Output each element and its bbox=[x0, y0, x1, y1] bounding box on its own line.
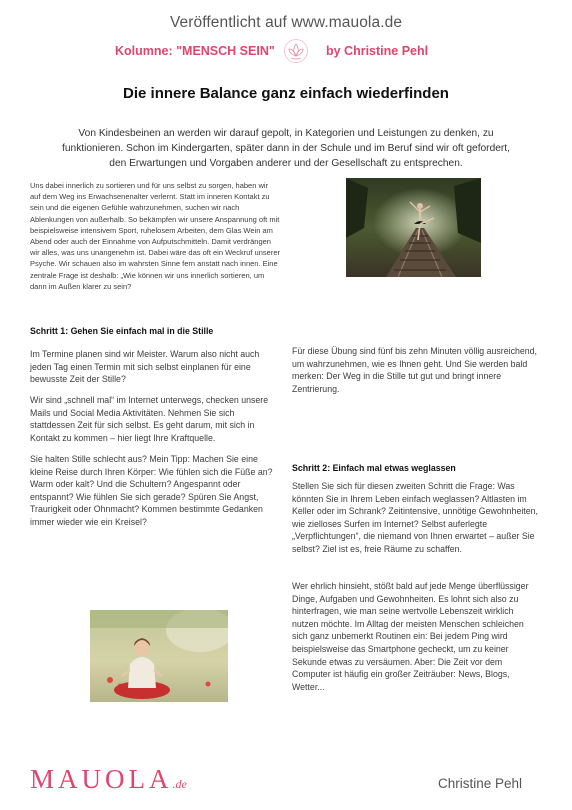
paragraph-step2-b: Wer ehrlich hinsieht, stößt bald auf jede Menge überflüssiger Dinge, Aufgaben und Gewohnheiten. Es lohnt sich also zu hinterfragen, wie man seine wertvolle Lebenszeit wirklich nutzen möchte. Im Alltag der meisten Menschen schleichen sich ganz unbemerkt Routinen ein: Bei jedem Ping wird beispielsweise das Smartphone gecheckt, um zu keiner Sekunde etwas zu versäumen. Aber: Die Zeit vor dem Computer ist häufig ein großer Zeiträuber: News, Blogs, Wetter... bbox=[292, 581, 529, 692]
article-headline: Die innere Balance ganz einfach wiederfinden bbox=[123, 85, 449, 102]
logo-domain: .de bbox=[172, 777, 187, 791]
article-intro: Von Kindesbeinen an werden wir darauf gepolt, in Kategorien und Leistungen zu denken, zu funktionieren. Schon im Kindergarten, später dann in der Schule und im Beruf sind wir oft gefordert, den Erwartungen und Vorgaben anderer und der Gesellschaft zu entsprechen. bbox=[62, 128, 510, 169]
photo-child-meditating bbox=[90, 610, 228, 702]
lotus-logo-icon bbox=[283, 38, 309, 64]
heading-step-1: Schritt 1: Gehen Sie einfach mal in die Stille bbox=[30, 326, 214, 336]
column-author: by Christine Pehl bbox=[326, 44, 429, 58]
paragraph-opening: Uns dabei innerlich zu sortieren und für uns selbst zu sorgen, haben wir auf dem Weg ins Erwachsenenalter verlernt. Statt im inneren Kontakt zu sein und die eigenen Gefühle wahrzunehmen, suchen wir nach Ablenkungen von außerhalb. So bekämpfen wir unsere Anspannung oft mit beispielsweise intensivem Sport, ruhelosem Arbeiten, dem Glas Wein am Abend oder auch der Einnahme von Aufputschmitteln. Damit verdrängen wir alles, was uns unangenehm ist. Dabei wäre das oft ein Weckruf unserer Psyche. Wir schauen also im wahrsten Sinne fern anstatt nach innen. Eine zentrale Frage ist deshalb: „Wie können wir uns innerlich sortieren, um dann im Außen klarer zu sein? bbox=[30, 181, 280, 291]
paragraph-step2-a: Stellen Sie sich für diesen zweiten Schritt die Frage: Was könnten Sie in Ihrem Leben einfach weglassen? Altlasten im Keller oder im Schrank? Zeitintensive, unnötige Gewohnheiten, wie zielloses Surfen im Internet? Selbst auferlegte „Verpflichtungen“, die niemand von Ihnen erwartet – außer Sie selbst? Ziel ist es, freie Räume zu schaffen. bbox=[292, 481, 538, 554]
photo-dancer-on-railway bbox=[346, 178, 481, 277]
paragraph-step1-b: Wir sind „schnell mal“ im Internet unterwegs, checken unsere Mails und Social Media Aktivitäten. Nehmen Sie sich stattdessen Zeit für sich selbst. Es geht darum, mit sich in Kontakt zu kommen – hier liegt Ihre Kraftquelle. bbox=[30, 395, 269, 443]
paragraph-step1-d: Für diese Übung sind fünf bis zehn Minuten völlig ausreichend, um wahrzunehmen, wie es Ihnen geht. Und Sie werden bald merken: Der Weg in die Stille tut gut und bringt innere Zentrierung. bbox=[292, 346, 537, 394]
published-note: Veröffentlicht auf www.mauola.de bbox=[169, 14, 403, 31]
paragraph-step1-a: Im Termine planen sind wir Meister. Warum also nicht auch jeden Tag einen Termin mit sich selbst einplanen für eine bewusste Zeit der Stille? bbox=[30, 349, 260, 385]
paragraph-step1-c: Sie halten Stille schlecht aus? Mein Tipp: Machen Sie eine kleine Reise durch Ihren Körper: Wie fühlen sich die Füße an? Warm oder kalt? Und die Schultern? Angespannt oder entspannt? Wie fühlen Sie sich gerade? Spüren Sie Angst, Traurigkeit oder Ohnmacht? Kommen bestimmte Gedanken immer wieder wie ein Kreisel? bbox=[30, 454, 273, 527]
heading-step-2: Schritt 2: Einfach mal etwas weglassen bbox=[292, 463, 456, 473]
footer-author: Christine Pehl bbox=[438, 776, 523, 791]
column-title: Kolumne: "MENSCH SEIN" bbox=[115, 44, 275, 58]
logo-text: MAUOLA bbox=[30, 764, 173, 794]
mauola-logo bbox=[30, 764, 187, 795]
